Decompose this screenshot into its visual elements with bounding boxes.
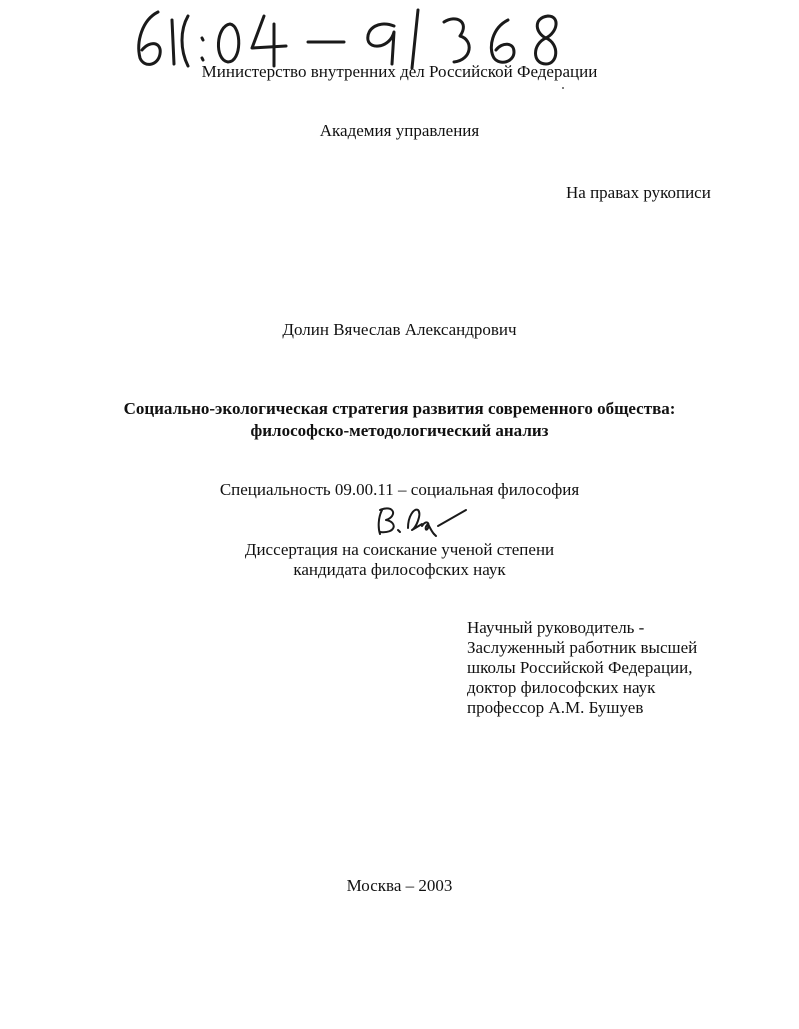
supervisor-line-2: Заслуженный работник высшей: [467, 638, 698, 657]
signature: [372, 502, 468, 538]
ministry-heading: Министерство внутренних дел Российской Федерации: [201, 62, 598, 81]
speck-mark: [562, 87, 564, 89]
supervisor-line-4: доктор философских наук: [467, 678, 656, 697]
city-year: Москва – 2003: [346, 876, 453, 895]
thesis-title-line-2: философско-методологический анализ: [250, 421, 549, 440]
author-name: Долин Вячеслав Александрович: [282, 320, 517, 339]
supervisor-line-3: школы Российской Федерации,: [467, 658, 693, 677]
rights-note: На правах рукописи: [566, 183, 711, 202]
thesis-title-line-1: Социально-экологическая стратегия развития современного общества:: [123, 399, 676, 418]
dissertation-line-2: кандидата философских наук: [293, 560, 506, 579]
supervisor-line-5: профессор А.М. Бушуев: [467, 698, 644, 717]
supervisor-line-1: Научный руководитель -: [467, 618, 645, 637]
specialty-line: Специальность 09.00.11 – социальная философия: [219, 480, 580, 499]
dissertation-line-1: Диссертация на соискание ученой степени: [244, 540, 555, 559]
academy-heading: Академия управления: [319, 121, 480, 140]
